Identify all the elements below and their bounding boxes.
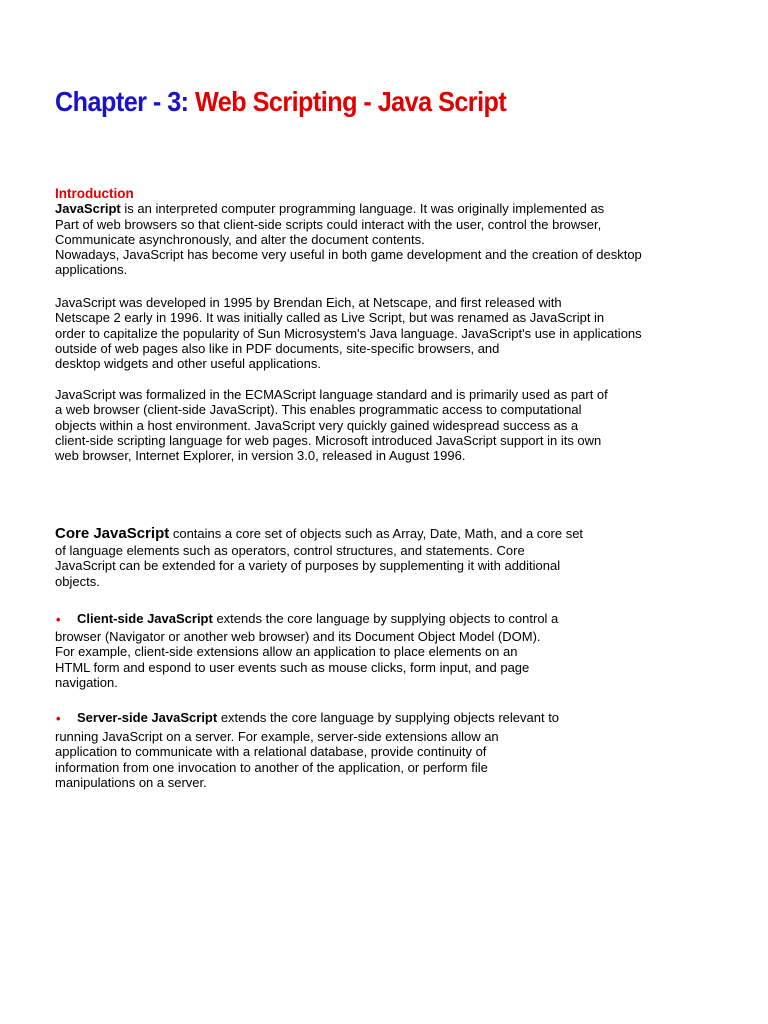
paragraph-line: applications. — [55, 262, 128, 278]
paragraph-line: objects. — [55, 573, 100, 589]
paragraph-text: extends the core language by supplying objects to control a — [212, 611, 559, 626]
paragraph-line: a web browser (client-side JavaScript). This enables programmatic access to computational — [55, 402, 582, 418]
bullet-icon: • — [56, 612, 61, 627]
paragraph-text: is an interpreted computer programming language. It was originally implemented as — [120, 201, 605, 217]
paragraph-line: manipulations on a server. — [55, 774, 207, 790]
paragraph-line: objects within a host environment. JavaScript very quickly gained widespread success as a — [55, 417, 579, 433]
paragraph-line: For example, client-side extensions allow an application to place elements on an — [55, 644, 518, 660]
paragraph-line: JavaScript was developed in 1995 by Brendan Eich, at Netscape, and first released with — [55, 295, 562, 310]
paragraph-text: contains a core set of objects such as Array, Date, Math, and a core set — [169, 526, 584, 541]
paragraph-line — [77, 710, 559, 725]
paragraph-line: JavaScript can be extended for a variety of purposes by supplementing it with additional — [55, 558, 561, 574]
core-javascript-term: Core JavaScript — [55, 525, 170, 542]
paragraph-line: web browser, Internet Explorer, in version 3.0, released in August 1996. — [55, 448, 466, 464]
paragraph-line: application to communicate with a relational database, provide continuity of — [55, 744, 487, 760]
paragraph-line: Communicate asynchronously, and alter the document contents. — [55, 231, 425, 247]
bullet-icon: • — [56, 711, 61, 726]
server-side-body — [55, 729, 499, 790]
paragraph-line: order to capitalize the popularity of Sun Microsystem's Java language. JavaScript's use in applications — [55, 325, 642, 341]
paragraph-line — [55, 526, 583, 543]
paragraph-line: Netscape 2 early in 1996. It was initially called as Live Script, but was renamed as JavaScript in — [55, 310, 605, 326]
client-side-body — [55, 629, 541, 690]
paragraph-line: HTML form and espond to user events such as mouse clicks, form input, and page — [55, 659, 530, 675]
paragraph-line: desktop widgets and other useful applications. — [55, 356, 321, 372]
paragraph-line: Nowadays, JavaScript has become very useful in both game development and the creation of desktop — [55, 247, 642, 263]
chapter-title — [55, 86, 506, 118]
introduction-section — [55, 186, 642, 278]
core-javascript-section — [55, 526, 583, 589]
paragraph-line: JavaScript was formalized in the ECMAScript language standard and is primarily used as part of — [55, 387, 608, 402]
chapter-subject: Web Scripting - Java Script — [195, 86, 507, 117]
paragraph-text: extends the core language by supplying objects relevant to — [217, 710, 560, 725]
paragraph-line: outside of web pages also like in PDF documents, site-specific browsers, and — [55, 340, 500, 356]
paragraph-line: client-side scripting language for web pages. Microsoft introduced JavaScript support in its own — [55, 432, 602, 448]
paragraph-line: navigation. — [55, 674, 118, 690]
ecmascript-paragraph — [55, 387, 608, 463]
server-side-term: Server-side JavaScript — [77, 710, 218, 725]
history-paragraph — [55, 295, 642, 371]
paragraph-line — [77, 611, 558, 626]
introduction-heading: Introduction — [55, 186, 134, 201]
paragraph-line — [55, 201, 642, 216]
paragraph-line: information from one invocation to another of the application, or perform file — [55, 759, 488, 775]
chapter-number: Chapter - 3: — [55, 86, 189, 117]
client-side-bullet — [77, 611, 558, 626]
paragraph-line: of language elements such as operators, control structures, and statements. Core — [55, 543, 525, 558]
paragraph-line: Part of web browsers so that client-side scripts could interact with the user, control the browser, — [55, 216, 602, 232]
javascript-term: JavaScript — [55, 201, 121, 217]
paragraph-line: browser (Navigator or another web browser) and its Document Object Model (DOM). — [55, 629, 541, 644]
client-side-term: Client-side JavaScript — [77, 611, 213, 626]
server-side-bullet — [77, 710, 559, 725]
paragraph-line: running JavaScript on a server. For example, server-side extensions allow an — [55, 729, 499, 744]
